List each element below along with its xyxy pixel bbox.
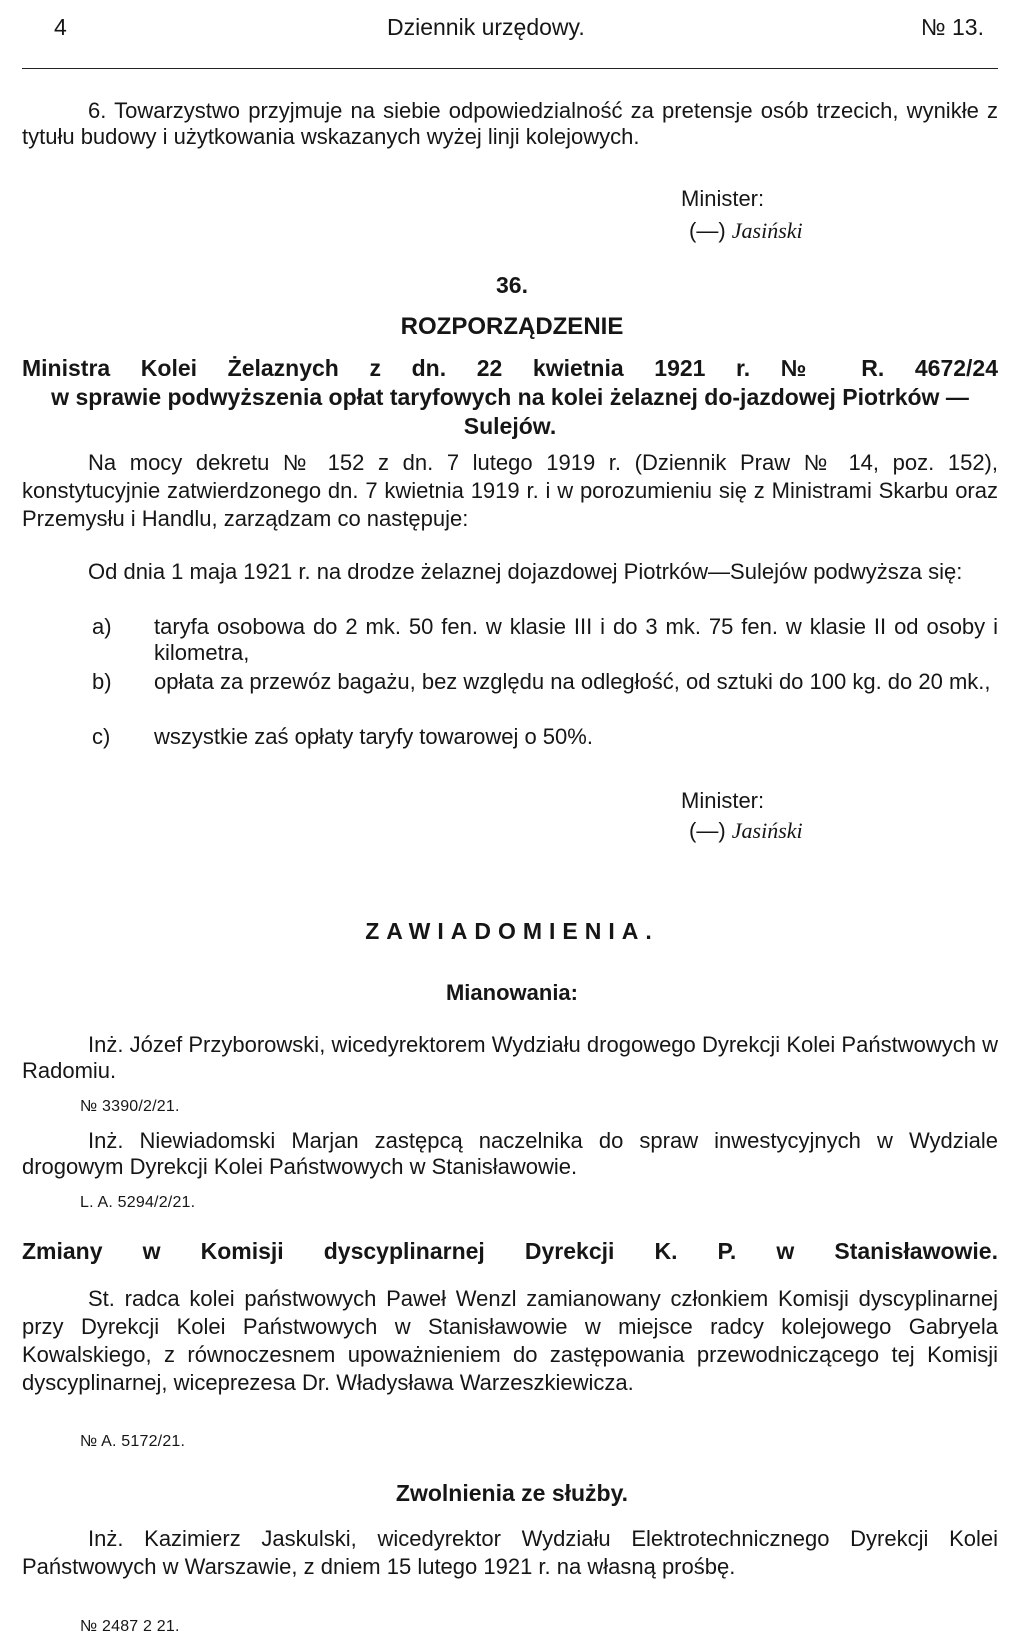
commission-body xyxy=(22,1285,998,1397)
list-label-a: a) xyxy=(92,614,112,639)
commission-ref: № A. 5172/21. xyxy=(80,1433,186,1450)
decree-subtitle-2 xyxy=(22,383,998,441)
dismissal-body xyxy=(22,1525,998,1581)
minister-label-2: Minister: xyxy=(681,788,765,813)
decree-para-1-text: Na mocy dekretu № 152 z dn. 7 lutego 1919 r. (Dziennik Praw № 14, poz. 152), konstytucyjnie zatwierdzonego dn. 7 kwietnia 1919 r. i w porozumieniu się z Ministrami Skarbu oraz Przemysłu i Handlu, zarządzam co następuje: xyxy=(22,450,998,531)
page-number: 4 xyxy=(54,14,67,40)
appointment-2-ref: L. A. 5294/2/21. xyxy=(80,1194,196,1211)
list-text-b: opłata za przewóz bagażu, bez względu na odległość, od sztuki do 100 kg. do 20 mk., xyxy=(154,669,991,694)
decree-para-1 xyxy=(22,449,998,533)
section-6-text: 6. Towarzystwo przyjmuje na siebie odpowiedzialność za pretensje osób trzecich, wynikłe z tytułu budowy i użytkowania wskazanych wyżej linji kolejowych. xyxy=(22,98,998,149)
commission-heading xyxy=(22,1238,998,1264)
list-label-c: c) xyxy=(92,724,111,749)
section-6 xyxy=(22,98,998,150)
dismissal-ref: № 2487 2 21. xyxy=(80,1618,180,1635)
decree-subtitle-line-1: Ministra Kolei Żelaznych z dn. 22 kwietnia 1921 r. № R. 4672/24 xyxy=(22,355,998,381)
header-rule xyxy=(22,68,998,69)
commission-heading-text: Zmiany w Komisji dyscyplinarnej Dyrekcji K. P. w Stanisławowie. xyxy=(22,1238,998,1264)
list-text-a: taryfa osobowa do 2 mk. 50 fen. w klasie III i do 3 mk. 75 fen. w klasie II od osoby i kilometra, xyxy=(154,614,998,665)
signature-1 xyxy=(689,218,803,244)
decree-para-2 xyxy=(22,558,998,586)
journal-title: Dziennik urzędowy. xyxy=(387,14,585,40)
commission-text: St. radca kolei państwowych Paweł Wenzl zamianowany członkiem Komisji dyscyplinarnej przy Dyrekcji Kolei Państwowych w Stanisławowie w miejsce radcy kolejowego Gabryela Kowalskiego, z równoczesnem upoważnieniem do zastępowania przewodniczącego tej Komisji dyscyplinarnej, wiceprezesa Dr. Władysława Warzeszkiewicza. xyxy=(22,1286,998,1395)
list-item-a xyxy=(92,614,998,666)
dismissal-text: Inż. Kazimierz Jaskulski, wicedyrektor Wydziału Elektrotechnicznego Dyrekcji Kolei Państwowych w Warszawie, z dniem 15 lutego 1921 r. na własną prośbę. xyxy=(22,1526,998,1579)
dismissals-heading: Zwolnienia ze służby. xyxy=(395,1480,629,1506)
decree-subtitle-1 xyxy=(22,355,998,381)
decree-heading: ROZPORZĄDZENIE xyxy=(400,313,624,340)
signature-name-2: Jasiński xyxy=(731,818,803,843)
page-header xyxy=(54,14,984,44)
decree-number: 36. xyxy=(496,272,528,298)
appointment-1 xyxy=(22,1032,998,1084)
signature-2 xyxy=(689,818,803,844)
minister-label-1: Minister: xyxy=(681,186,765,211)
appointment-2 xyxy=(22,1128,998,1180)
notices-heading: ZAWIADOMIENIA. xyxy=(365,918,659,944)
list-label-b: b) xyxy=(92,669,112,694)
list-item-b xyxy=(92,669,998,695)
appointment-2-text: Inż. Niewiadomski Marjan zastępcą naczelnika do spraw inwestycyjnych w Wydziale drogowym Dyrekcji Kolei Państwowych w Stanisławowie. xyxy=(22,1128,998,1179)
appointments-heading: Mianowania: xyxy=(445,980,578,1005)
appointment-1-text: Inż. Józef Przyborowski, wicedyrektorem Wydziału drogowego Dyrekcji Kolei Państwowych w Radomiu. xyxy=(22,1032,998,1083)
decree-para-2-text: Od dnia 1 maja 1921 r. na drodze żelaznej dojazdowej Piotrków—Sulejów podwyższa się: xyxy=(88,559,963,584)
signature-name-1: Jasiński xyxy=(731,218,803,243)
signature-prefix-1: (—) xyxy=(689,218,726,243)
issue-number: № 13. xyxy=(920,14,984,40)
signature-prefix-2: (—) xyxy=(689,818,726,843)
appointment-1-ref: № 3390/2/21. xyxy=(80,1098,180,1115)
list-item-c xyxy=(92,724,998,750)
list-text-c: wszystkie zaś opłaty taryfy towarowej o 50%. xyxy=(154,724,593,749)
decree-subtitle-line-2: w sprawie podwyższenia opłat taryfowych na kolei żelaznej do-jazdowej Piotrków — Sulejów. xyxy=(51,384,969,439)
